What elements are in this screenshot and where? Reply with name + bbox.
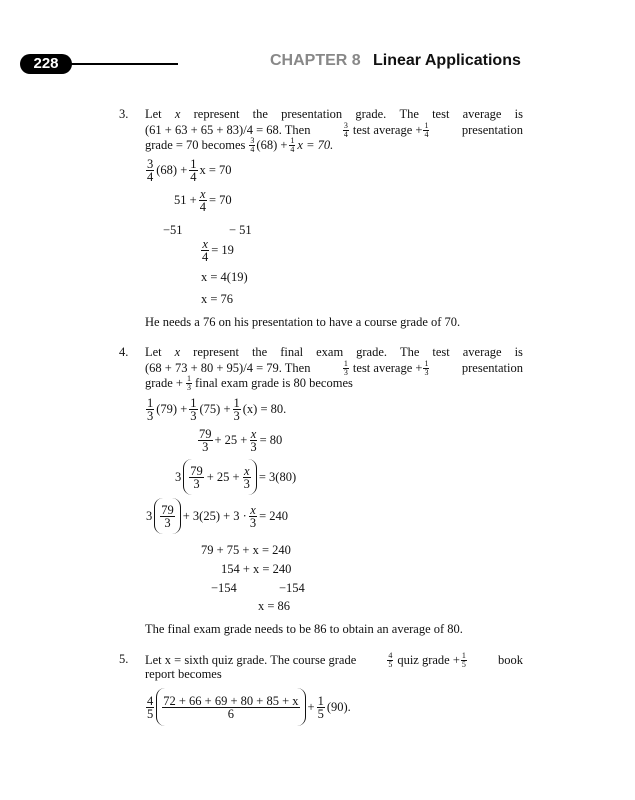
chapter-label: CHAPTER 8 bbox=[270, 52, 361, 69]
problem-5-number: 5. bbox=[119, 652, 129, 666]
p3-equation-step-6: x = 76 bbox=[201, 292, 234, 306]
p4-step4-parentheses: 79 3 bbox=[154, 498, 181, 534]
p4-equation-step-2: 79 3 + 25 + $\frac{x}{3}$ = 80 bbox=[199, 427, 283, 454]
p4-equation-step-8: x = 86 bbox=[258, 599, 291, 613]
problem-4-line-2: (68 + 73 + 80 + 95)/4 = 79. Then 1 3 test average + $\frac{1}{3}$ presentation bbox=[145, 359, 523, 377]
page-number-badge: 228 bbox=[20, 54, 72, 74]
p4-equation-step-3: 3 79 3 + 25 + $\frac{x}{3}$ = 3(80) bbox=[174, 459, 297, 495]
problem-3-text bbox=[145, 107, 523, 122]
header-rule bbox=[60, 63, 178, 65]
problem-3-number: 3. bbox=[119, 107, 129, 121]
problem-4-line-3: grade + $\frac{1}{3}$ final exam grade is 80 becomes bbox=[145, 374, 353, 392]
p5-parentheses: 72 + 66 + 69 + 80 + 85 + x 6 bbox=[156, 688, 305, 726]
problem-3-line-1: Let x represent the presentation grade. The test average is bbox=[145, 107, 523, 121]
p4-subtract-right: −154 bbox=[279, 581, 305, 595]
problem-4-line-1: Let x represent the final exam grade. The test average is bbox=[145, 345, 523, 359]
problem-4-conclusion: The final exam grade needs to be 86 to obtain an average of 80. bbox=[145, 622, 463, 636]
p3-equation-step-2: 51 + $\frac{x}{4}$ = 70 bbox=[174, 187, 232, 214]
p4-equation-step-6: 154 + x = 240 bbox=[221, 562, 292, 576]
p4-subtract-left: −154 bbox=[211, 581, 237, 595]
p4-equation-step-1: 1 3 (79) + $\frac{1}{3}$ (75) + $\frac{1}{3}$ (x) = 80. bbox=[147, 396, 287, 423]
p4-equation-step-4: 3 79 3 + 3(25) + 3 · $\frac{x}{3}$ = 240 bbox=[145, 498, 289, 534]
problem-3-line-2: (61 + 63 + 65 + 83)/4 = 68. Then 3 4 test average + $\frac{1}{4}$ presentation bbox=[145, 121, 523, 139]
p4-equation-step-5: 79 + 75 + x = 240 bbox=[201, 543, 291, 557]
p4-step3-parentheses: 79 3 + 25 + $\frac{x}{3}$ bbox=[183, 459, 257, 495]
problem-4-number: 4. bbox=[119, 345, 129, 359]
problem-5-line-2: report becomes bbox=[145, 667, 222, 681]
p3-equation-step-4: $\frac{x}{4}$ = 19 bbox=[202, 237, 234, 264]
problem-4-text bbox=[145, 345, 523, 360]
problem-5-line-1: Let x = sixth quiz grade. The course grade 4 5 quiz grade + $\frac{1}{5}$ book bbox=[145, 651, 523, 669]
p3-equation-step-5: x = 4(19) bbox=[201, 270, 248, 284]
chapter-title: Linear Applications bbox=[373, 52, 521, 69]
p5-equation: 4 5 72 + 66 + 69 + 80 + 85 + x 6 + $\frac{1}{5}$ (90). bbox=[145, 688, 352, 726]
problem-3-line-3: grade = 70 becomes 3 4 (68) + $\frac{1}{4}$ x = 70. bbox=[145, 136, 334, 154]
p3-subtract-left: −51 bbox=[163, 223, 183, 237]
p3-subtract-right: − 51 bbox=[229, 223, 252, 237]
p3-equation-step-1: 3 4 (68) + $\frac{1}{4}$ x = 70 bbox=[147, 157, 232, 184]
problem-3-conclusion: He needs a 76 on his presentation to have a course grade of 70. bbox=[145, 315, 461, 329]
